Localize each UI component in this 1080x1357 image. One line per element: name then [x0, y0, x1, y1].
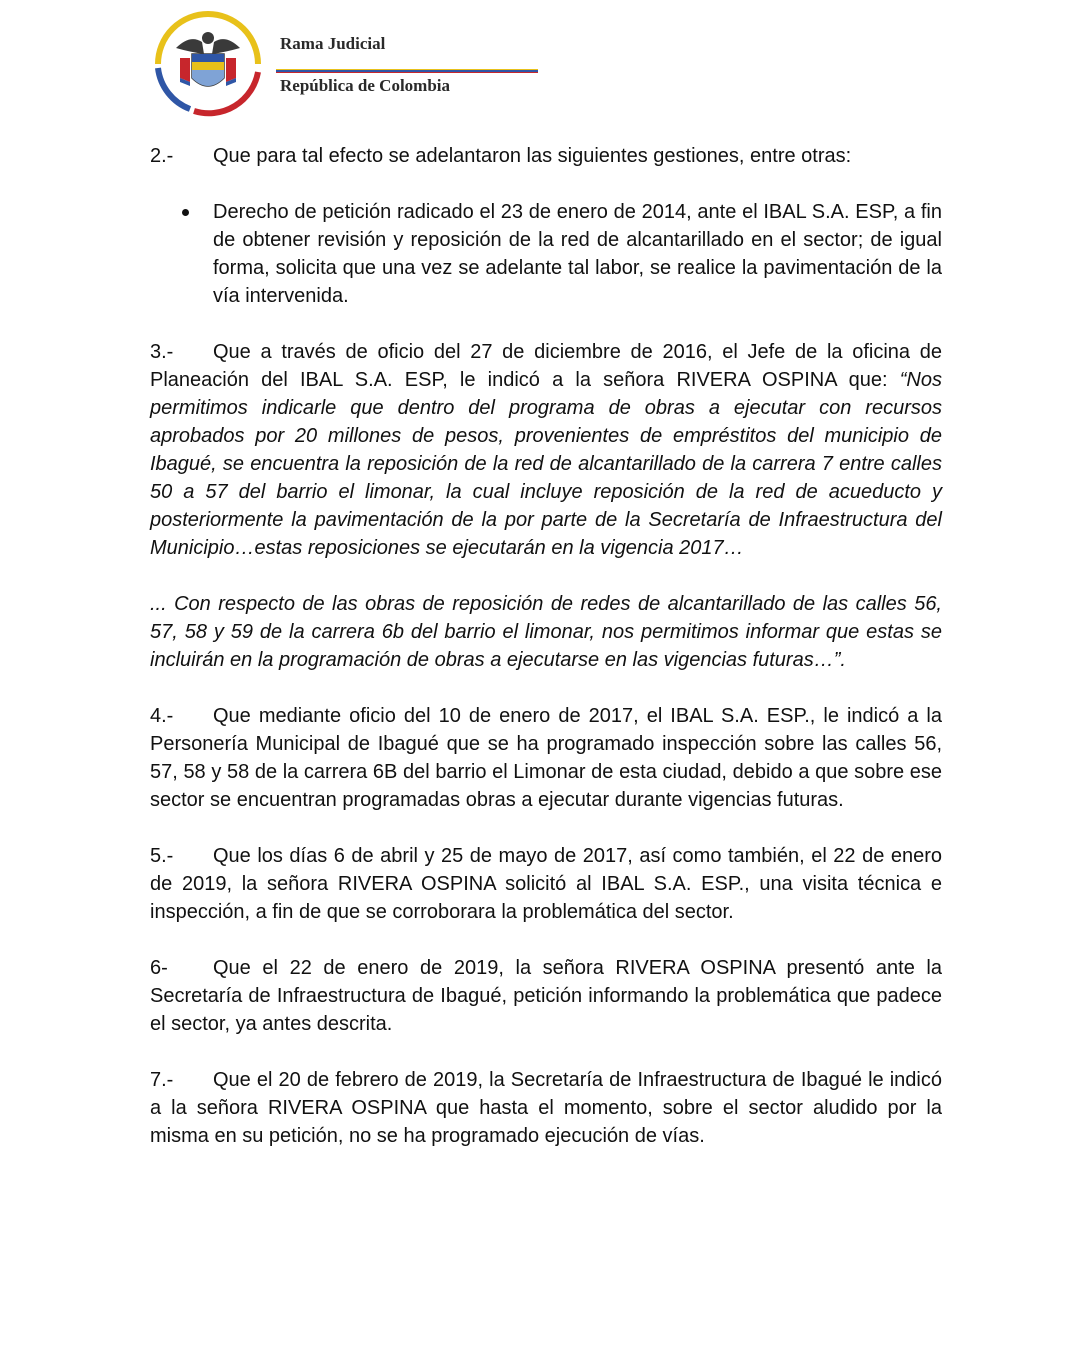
- paragraph-number: 3.-: [150, 341, 174, 363]
- paragraph-number: 6-: [150, 957, 168, 979]
- paragraph-7: [150, 1066, 942, 1150]
- bullet-item: [150, 198, 942, 310]
- letterhead: [150, 8, 550, 118]
- paragraph-number: 4.-: [150, 705, 174, 727]
- paragraph-4: [150, 702, 942, 814]
- paragraph-number: 5.-: [150, 845, 174, 867]
- colombia-coat-of-arms-icon: [150, 8, 266, 118]
- bullet-icon: [182, 209, 189, 216]
- bullet-text: Derecho de petición radicado el 23 de enero de 2014, ante el IBAL S.A. ESP, a fin de obtener revisión y reposición de la red de alcantarillado en el sector; de igual forma, solicita que una vez se adelante tal labor, se realice la pavimentación de la vía intervenida.: [213, 201, 942, 307]
- paragraph-quote: “Nos permitimos indicarle que dentro del programa de obras a ejecutar con recursos aprobados por 20 millones de pesos, provenientes de empréstitos del municipio de Ibagué, se encuentra la reposición de la red de alcantarillado de la carrera 7 entre calles 50 a 57 del barrio el limonar, la cual incluye reposición de la red de acueducto y posteriormente la pavimentación de la por parte de la Secretaría de Infraestructura del Municipio…estas reposiciones se ejecutarán en la vigencia 2017…: [150, 369, 942, 559]
- document-body: [150, 142, 942, 1178]
- org-name-line1: Rama Judicial: [280, 34, 386, 53]
- org-name-line2: República de Colombia: [280, 76, 451, 95]
- paragraph-5: [150, 842, 942, 926]
- paragraph-text: Que para tal efecto se adelantaron las siguientes gestiones, entre otras:: [213, 145, 852, 167]
- paragraph-2: [150, 142, 942, 170]
- tricolor-rule: [276, 69, 538, 73]
- paragraph-text: Que los días 6 de abril y 25 de mayo de 2017, así como también, el 22 de enero de 2019, la señora RIVERA OSPINA solicitó al IBAL S.A. ESP., una visita técnica e inspección, a fin de que se corroborara la problemática del sector.: [150, 845, 942, 923]
- paragraph-number: 2.-: [150, 145, 174, 167]
- paragraph-text: Que a través de oficio del 27 de diciembre de 2016, el Jefe de la oficina de Planeación del IBAL S.A. ESP, le indicó a la señora RIVERA OSPINA que:: [150, 341, 942, 391]
- paragraph-6: [150, 954, 942, 1038]
- paragraph-text: Que el 22 de enero de 2019, la señora RIVERA OSPINA presentó ante la Secretaría de Infraestructura de Ibagué, petición informando la problemática que padece el sector, ya antes descrita.: [150, 957, 942, 1035]
- paragraph-3-continuation: ... Con respecto de las obras de reposición de redes de alcantarillado de las calles 56, 57, 58 y 59 de la carrera 6b del barrio el limonar, nos permitimos informar que estas se incluirán en la programación de obras a ejecutarse en las vigencias futuras…”.: [150, 593, 942, 671]
- paragraph-text: Que el 20 de febrero de 2019, la Secretaría de Infraestructura de Ibagué le indicó a la señora RIVERA OSPINA que hasta el momento, sobre el sector aludido por la misma en su petición, no se ha programado ejecución de vías.: [150, 1069, 942, 1147]
- paragraph-number: 7.-: [150, 1069, 174, 1091]
- paragraph-text: Que mediante oficio del 10 de enero de 2017, el IBAL S.A. ESP., le indicó a la Personería Municipal de Ibagué que se ha programado inspección sobre las calles 56, 57, 58 y 58 de la carrera 6B del barrio el Limonar de esta ciudad, debido a que sobre ese sector se encuentran programadas obras a ejecutar durante vigencias futuras.: [150, 705, 942, 811]
- paragraph-3: [150, 338, 942, 562]
